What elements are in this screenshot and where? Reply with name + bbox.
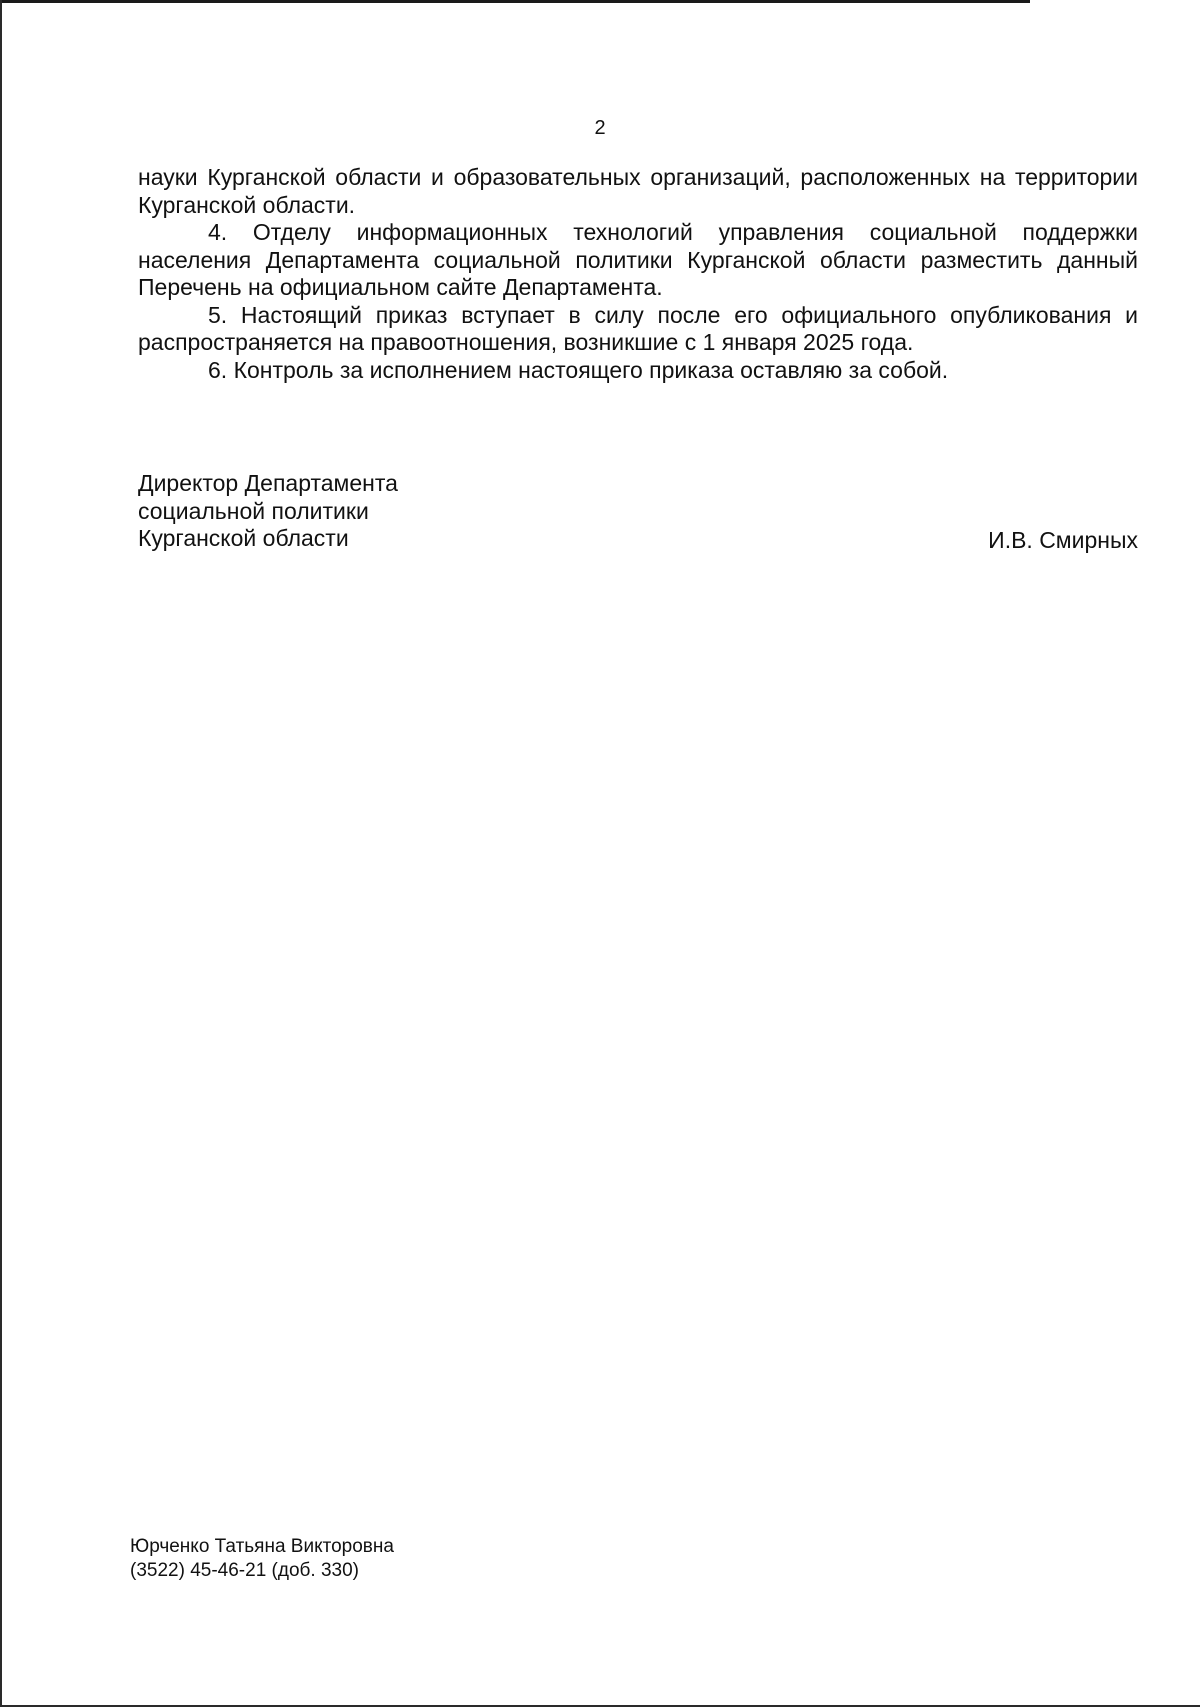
signatory-position <box>138 470 558 553</box>
signatory-position-line: Директор Департамента <box>138 470 398 496</box>
executor-phone: (3522) 45-46-21 (доб. 330) <box>130 1560 359 1581</box>
scan-edge-left <box>0 0 2 1707</box>
paragraph-item-6: 6. Контроль за исполнением настоящего приказа оставляю за собой. <box>208 356 949 383</box>
signatory-position-line: Курганской области <box>138 525 349 551</box>
paragraph-item-5: 5. Настоящий приказ вступает в силу после его официального опубликования и распространяется на правоотношения, возникшие с 1 января 2025 года. <box>138 301 1138 355</box>
scan-edge-top <box>0 0 1030 3</box>
page-number: 2 <box>594 117 606 139</box>
paragraph-item-4: 4. Отделу информационных технологий управления социальной поддержки населения Департамента социальной политики Курганской области разместить данный Перечень на официальном сайте Департамента. <box>138 219 1138 300</box>
signature-block <box>138 470 1138 553</box>
signatory-position-line: социальной политики <box>138 497 369 524</box>
document-body <box>138 164 1138 384</box>
executor-name: Юрченко Татьяна Викторовна <box>130 1536 394 1557</box>
paragraph-continuation: науки Курганской области и образовательных организаций, расположенных на территории Курганской области. <box>138 164 1138 218</box>
executor-info <box>130 1535 394 1583</box>
signatory-name: И.В. Смирных <box>988 527 1138 553</box>
